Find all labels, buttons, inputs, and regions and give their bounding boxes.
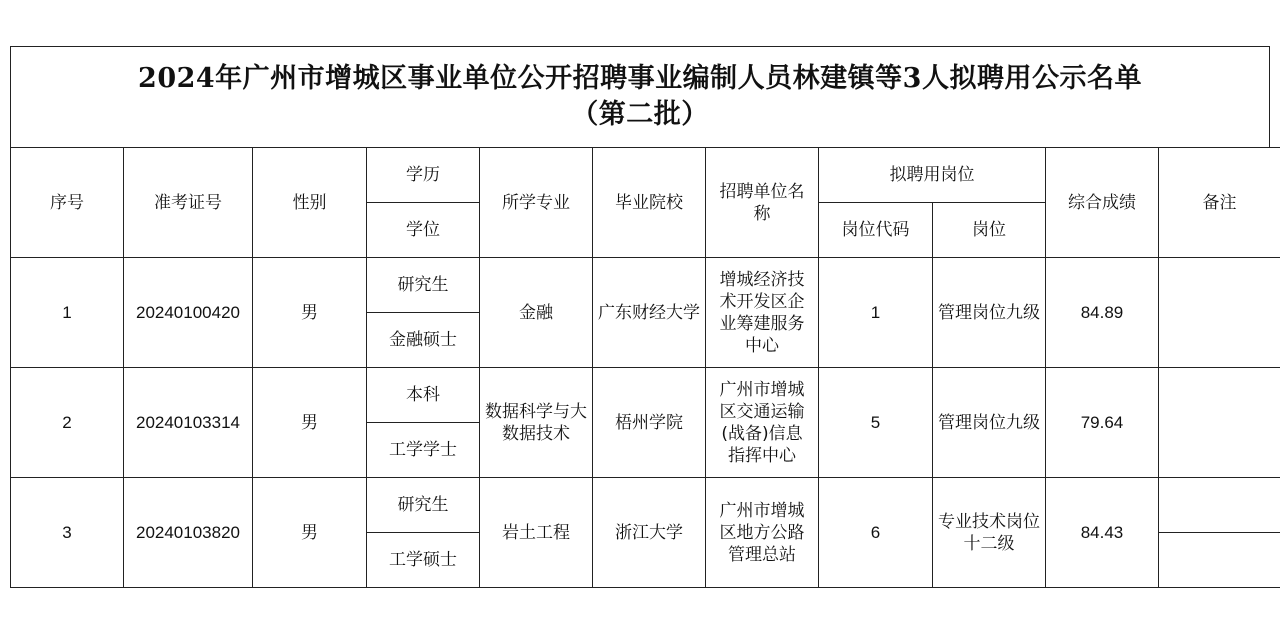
cell-degree: 工学硕士 [367,533,480,588]
cell-unit: 增城经济技术开发区企业筹建服务中心 [706,258,819,368]
cell-score: 79.64 [1046,368,1159,478]
table-row [11,368,1280,423]
cell-school: 广东财经大学 [593,258,706,368]
cell-education: 研究生 [367,478,480,533]
title-block [10,46,1270,147]
cell-major: 金融 [480,258,593,368]
header-position-group: 拟聘用岗位 [819,148,1046,203]
cell-degree: 金融硕士 [367,313,480,368]
cell-degree: 工学学士 [367,423,480,478]
cell-remark [1159,368,1280,478]
cell-remark-sub [1159,533,1280,588]
cell-major: 岩土工程 [480,478,593,588]
cell-remark [1159,258,1280,368]
header-remark: 备注 [1159,148,1280,258]
cell-school: 梧州学院 [593,368,706,478]
cell-education: 研究生 [367,258,480,313]
cell-seq: 3 [11,478,124,588]
cell-major: 数据科学与大数据技术 [480,368,593,478]
table-row [11,258,1280,313]
cell-position: 专业技术岗位十二级 [933,478,1046,588]
header-major: 所学专业 [480,148,593,258]
cell-unit: 广州市增城区交通运输(战备)信息指挥中心 [706,368,819,478]
cell-school: 浙江大学 [593,478,706,588]
document-title: 2024年广州市增城区事业单位公开招聘事业编制人员林建镇等3人拟聘用公示名单 [138,63,1142,94]
candidate-table [10,147,1280,588]
header-position: 岗位 [933,203,1046,258]
header-score: 综合成绩 [1046,148,1159,258]
cell-gender: 男 [253,258,367,368]
cell-exam-no: 20240103314 [124,368,253,478]
cell-score: 84.43 [1046,478,1159,588]
cell-gender: 男 [253,368,367,478]
document-sheet [10,46,1270,588]
header-degree: 学位 [367,203,480,258]
header-gender: 性别 [253,148,367,258]
header-exam-no: 准考证号 [124,148,253,258]
header-unit: 招聘单位名称 [706,148,819,258]
cell-exam-no: 20240100420 [124,258,253,368]
document-subtitle: （第二批） [571,99,709,130]
header-position-code: 岗位代码 [819,203,933,258]
cell-position: 管理岗位九级 [933,258,1046,368]
cell-position-code: 6 [819,478,933,588]
header-seq: 序号 [11,148,124,258]
cell-exam-no: 20240103820 [124,478,253,588]
cell-position-code: 5 [819,368,933,478]
cell-position: 管理岗位九级 [933,368,1046,478]
cell-position-code: 1 [819,258,933,368]
cell-seq: 2 [11,368,124,478]
cell-remark [1159,478,1280,533]
header-row [11,148,1280,203]
cell-score: 84.89 [1046,258,1159,368]
header-school: 毕业院校 [593,148,706,258]
table-row [11,478,1280,533]
cell-unit: 广州市增城区地方公路管理总站 [706,478,819,588]
cell-education: 本科 [367,368,480,423]
cell-seq: 1 [11,258,124,368]
header-education: 学历 [367,148,480,203]
cell-gender: 男 [253,478,367,588]
